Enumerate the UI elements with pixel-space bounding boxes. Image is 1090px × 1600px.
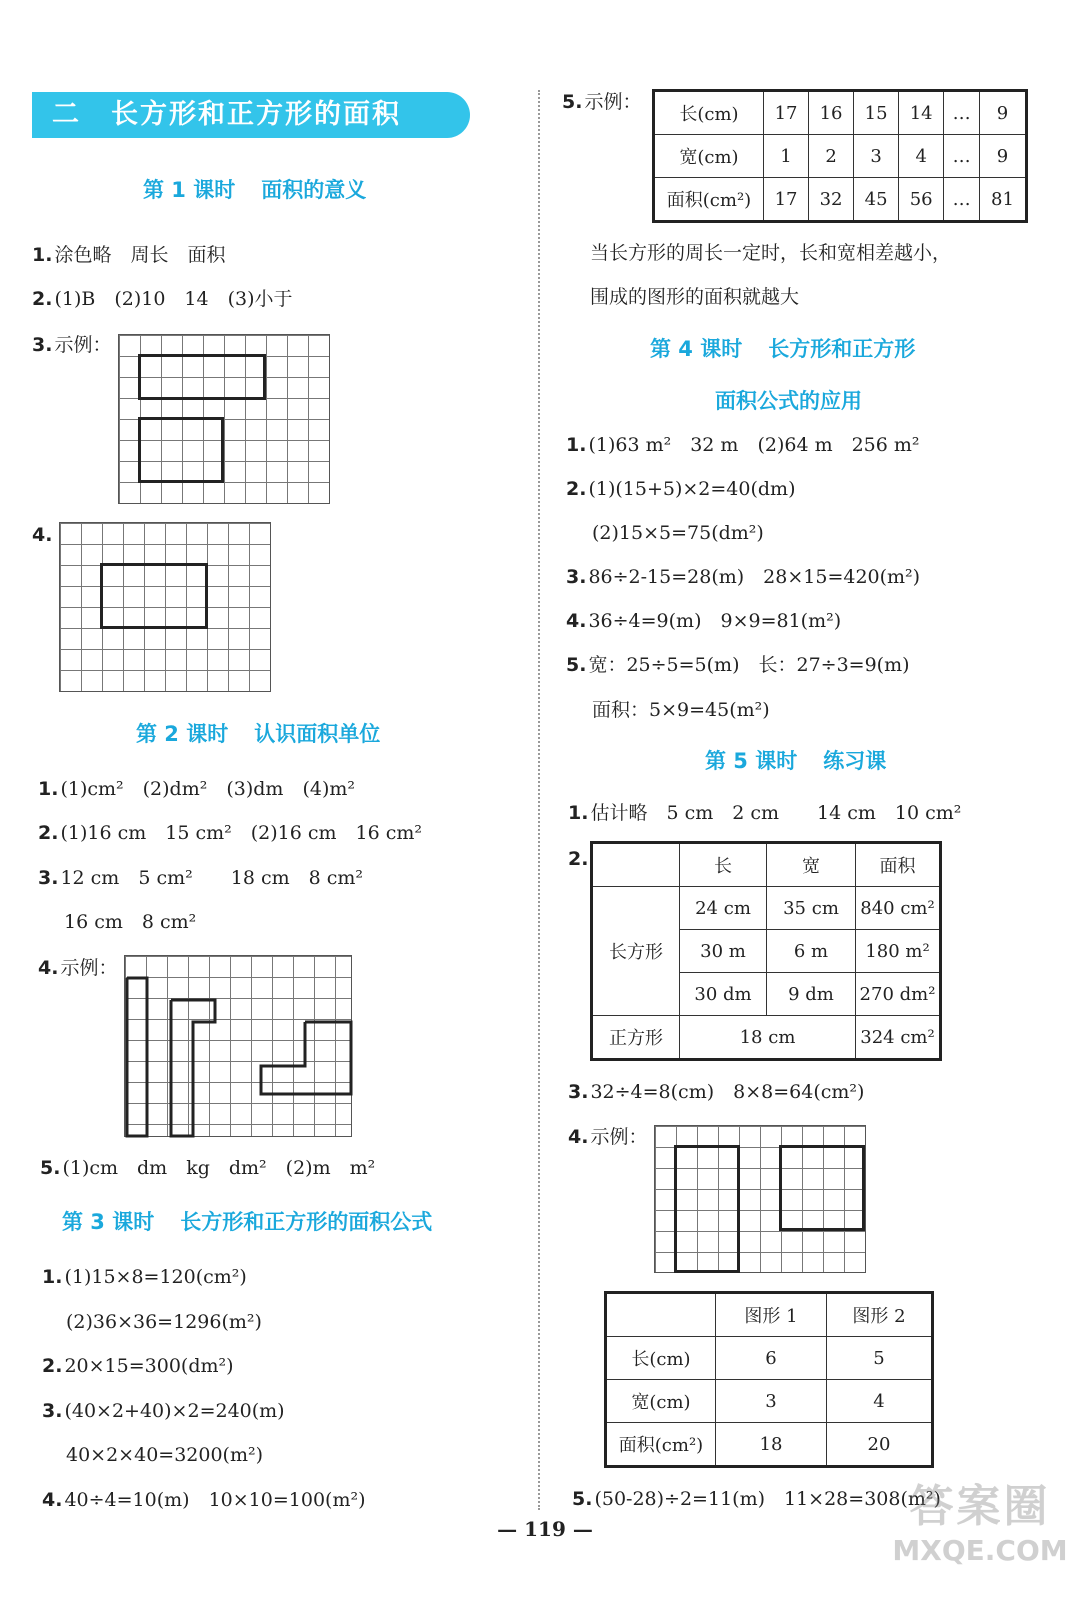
s3-q1: 1. (1)15×8=120(cm²) [42,1266,247,1288]
s1-q3: 3. 示例： [32,334,112,356]
rectangle-shape [138,417,224,483]
s2-q4-grid [124,955,352,1137]
s4-q2: 2. (1)(15+5)×2=40(dm) [566,478,796,500]
rectangle-shape [779,1145,865,1231]
s3-q2: 2. 20×15=300(dm²) [42,1355,234,1377]
s2-q2: 2. (1)16 cm 15 cm² (2)16 cm 16 cm² [38,822,423,844]
chapter-banner [32,92,470,138]
s4-q2-b: (2)15×5=75(dm²) [592,522,764,544]
s1-q1: 1. 涂色略 周长 面积 [32,244,226,266]
table-row: 面积(cm²) 18 20 [606,1423,933,1467]
s2-q5: 5. (1)cm dm kg dm² (2)m m² [40,1157,376,1179]
s4-q5-b: 面积：5×9=45(m²) [592,699,770,721]
chapter-title: 长方形和正方形的面积 [111,99,401,130]
table-row: 宽(cm) 3 4 [606,1380,933,1423]
table-row: 长方形 24 cm 35 cm 840 cm² [592,887,941,930]
s5-q3: 3. 32÷4=8(cm) 8×8=64(cm²) [568,1081,865,1103]
table-row: 正方形 18 cm 324 cm² [592,1016,941,1060]
section-4-heading-2: 面积公式的应用 [715,389,862,413]
column-divider [538,90,540,1510]
section-3-heading: 第 3 课时 长方形和正方形的面积公式 [62,1210,433,1234]
s5-q2: 2. [568,848,589,870]
page-number: — 119 — [497,1517,593,1541]
r5-conclusion-2: 围成的图形的面积就越大 [590,286,800,308]
irregular-shapes [125,956,353,1138]
s2-q1: 1. (1)cm² (2)dm² (3)dm (4)m² [38,778,355,800]
table-row: 长 宽 面积 [592,843,941,887]
s1-q3-grid [118,334,330,504]
s4-q5: 5. 宽：25÷5=5(m) 长：27÷3=9(m) [566,654,910,676]
rectangle-shape [100,563,208,629]
s5-q4: 4. 示例： [568,1126,648,1148]
section-4-heading: 第 4 课时 长方形和正方形 [650,337,916,361]
s1-q2: 2. (1)B (2)10 14 (3)小于 [32,288,293,310]
s3-q3: 3. (40×2+40)×2=240(m) [42,1400,285,1422]
s2-q3: 3. 12 cm 5 cm² 18 cm 8 cm² [38,867,364,889]
s3-q4: 4. 40÷4=10(m) 10×10=100(m²) [42,1489,366,1511]
r5-conclusion-1: 当长方形的周长一定时，长和宽相差越小， [590,242,952,264]
table-row: 面积(cm²) 17 32 45 56 … 81 [654,178,1027,222]
s3-q1-b: (2)36×36=1296(m²) [66,1311,262,1333]
s1-q4-grid [59,522,271,692]
perimeter-table [652,89,1028,223]
watermark: 答案圈 MXQE.COM [892,1481,1068,1567]
table-row: 长(cm) 17 16 15 14 … 9 [654,91,1027,135]
area-table [590,841,942,1061]
r-q5: 5. 示例： [562,91,642,113]
shape-compare-table [604,1291,934,1468]
chapter-number: 二 [52,99,81,130]
table-row: 宽(cm) 1 2 3 4 … 9 [654,135,1027,178]
s1-q4: 4. [32,524,53,546]
s2-q3-b: 16 cm 8 cm² [64,911,197,933]
section-2-heading: 第 2 课时 认识面积单位 [136,722,381,746]
s2-q4: 4. 示例： [38,957,118,979]
table-row: 长(cm) 6 5 [606,1337,933,1380]
table-row: 图形 1 图形 2 [606,1293,933,1337]
s5-q1: 1. 估计略 5 cm 2 cm 14 cm 10 cm² [568,802,962,824]
s4-q1: 1. (1)63 m² 32 m (2)64 m 256 m² [566,434,920,456]
s5-q5: 5. (50-28)÷2=11(m) 11×28=308(m²) [572,1488,941,1510]
rectangle-shape [138,354,266,400]
section-5-heading: 第 5 课时 练习课 [705,749,887,773]
rectangle-shape [674,1145,740,1273]
s3-q3-b: 40×2×40=3200(m²) [66,1444,264,1466]
s5-q4-grid [654,1125,866,1273]
s4-q4: 4. 36÷4=9(m) 9×9=81(m²) [566,610,842,632]
s4-q3: 3. 86÷2-15=28(m) 28×15=420(m²) [566,566,921,588]
table-row: 30 m 6 m 180 m² [592,930,941,973]
table-row: 30 dm 9 dm 270 dm² [592,973,941,1016]
section-1-heading: 第 1 课时 面积的意义 [143,178,367,202]
